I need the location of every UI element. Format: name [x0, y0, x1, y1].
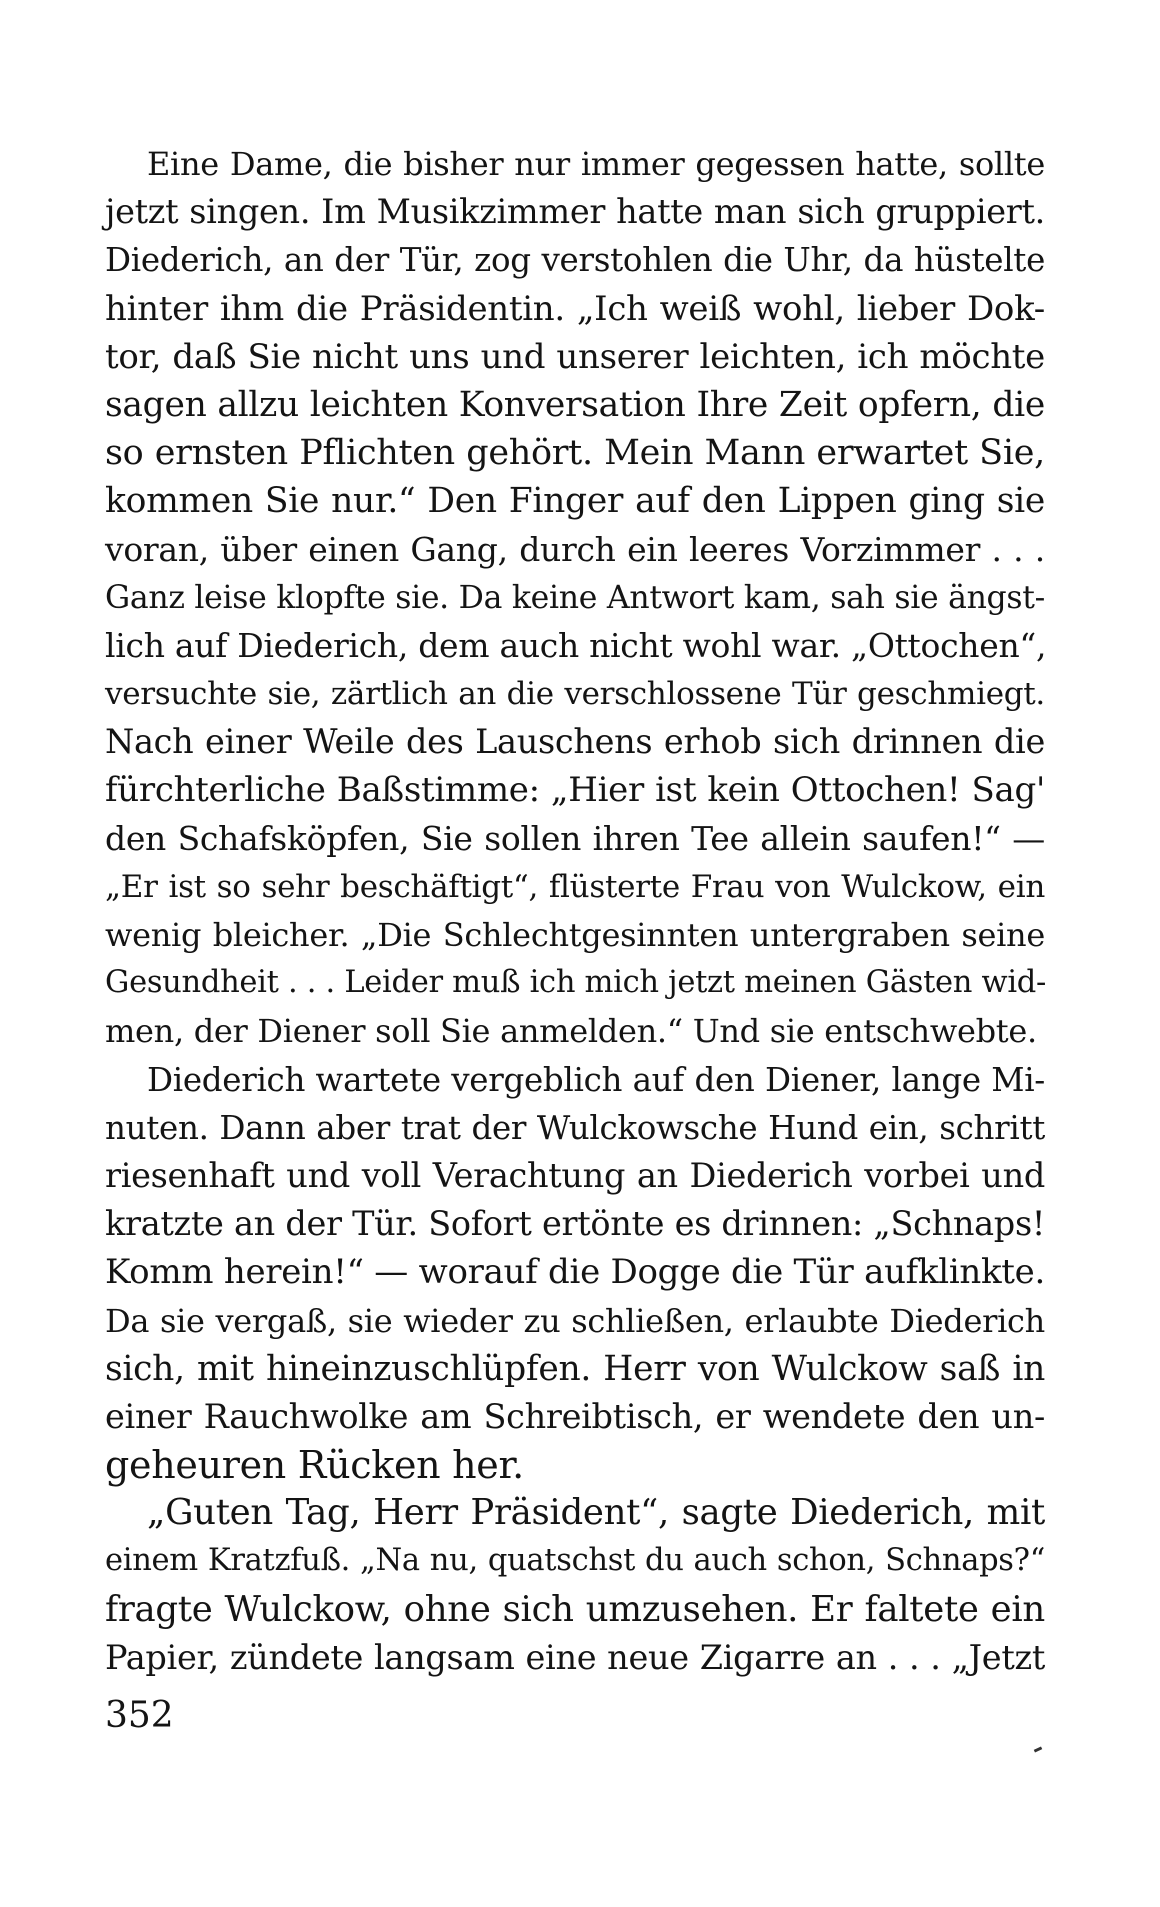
text-line: Ganz leise klopfte sie. Da keine Antwort kam, sah sie ängst-	[105, 579, 1045, 616]
text-line: Gesundheit . . . Leider muß ich mich jetzt meinen Gästen wid-	[105, 965, 1047, 1001]
text-line: sagen allzu leichten Konversation Ihre Zeit opfern, die	[105, 384, 1045, 425]
text-line: riesenhaft und voll Verachtung an Diederich vorbei und	[105, 1155, 1045, 1195]
text-line: Eine Dame, die bisher nur immer gegessen hatte, sollte	[147, 145, 1045, 183]
text-line: so ernsten Pflichten gehört. Mein Mann erwartet Sie,	[105, 433, 1045, 474]
text-line: fragte Wulckow, ohne sich umzusehen. Er faltete ein	[105, 1588, 1045, 1630]
text-line: fürchterliche Baßstimme: „Hier ist kein Ottochen! Sag'	[105, 770, 1045, 811]
text-line: „Guten Tag, Herr Präsident“, sagte Diederich, mit	[147, 1492, 1045, 1534]
text-line: einer Rauchwolke am Schreibtisch, er wendete den un-	[105, 1396, 1045, 1436]
book-page	[105, 140, 1045, 1840]
text-line: wenig bleicher. „Die Schlechtgesinnten untergraben seine	[105, 916, 1045, 954]
text-line: men, der Diener soll Sie anmelden.“ Und sie entschwebte.	[105, 1012, 1037, 1051]
text-line: Da sie vergaß, sie wieder zu schließen, erlaubte Diederich	[105, 1301, 1045, 1340]
text-line: „Er ist so sehr beschäftigt“, flüsterte Frau von Wulckow, ein	[105, 868, 1045, 905]
text-line: einem Kratzfuß. „Na nu, quatschst du auch schon, Schnaps?“	[105, 1543, 1045, 1579]
text-line: Komm herein!“ — worauf die Dogge die Tür aufklinkte.	[105, 1252, 1045, 1293]
text-line: nuten. Dann aber trat der Wulckowsche Hund ein, schritt	[105, 1108, 1045, 1147]
body-text	[105, 140, 1045, 1682]
text-line: tor, daß Sie nicht uns und unserer leichten, ich möchte	[105, 336, 1045, 377]
text-line: geheuren Rücken her.	[105, 1443, 524, 1488]
text-line: sich, mit hineinzuschlüpfen. Herr von Wulckow saß in	[105, 1348, 1045, 1389]
text-line: Diederich, an der Tür, zog verstohlen die Uhr, da hüstelte	[105, 241, 1045, 280]
text-line: kratzte an der Tür. Sofort ertönte es drinnen: „Schnaps!	[105, 1204, 1045, 1244]
text-line: Papier, zündete langsam eine neue Zigarre an . . . „Jetzt	[105, 1637, 1045, 1677]
text-line: voran, über einen Gang, durch ein leeres Vorzimmer . . .	[105, 529, 1045, 569]
text-line: lich auf Diederich, dem auch nicht wohl war. „Ottochen“,	[105, 625, 1047, 665]
text-line: Diederich wartete vergeblich auf den Diener, lange Mi-	[147, 1060, 1045, 1099]
text-line: kommen Sie nur.“ Den Finger auf den Lippen ging sie	[105, 481, 1045, 522]
page-number: 352	[105, 1695, 174, 1736]
text-line: hinter ihm die Präsidentin. „Ich weiß wohl, lieber Dok-	[105, 288, 1045, 329]
text-line: Nach einer Weile des Lauschens erhob sich drinnen die	[105, 722, 1045, 762]
text-line: jetzt singen. Im Musikzimmer hatte man sich gruppiert.	[105, 192, 1045, 232]
text-line: versuchte sie, zärtlich an die verschlossene Tür geschmiegt.	[105, 676, 1045, 713]
text-line: den Schafsköpfen, Sie sollen ihren Tee allein saufen!“ —	[105, 818, 1045, 858]
